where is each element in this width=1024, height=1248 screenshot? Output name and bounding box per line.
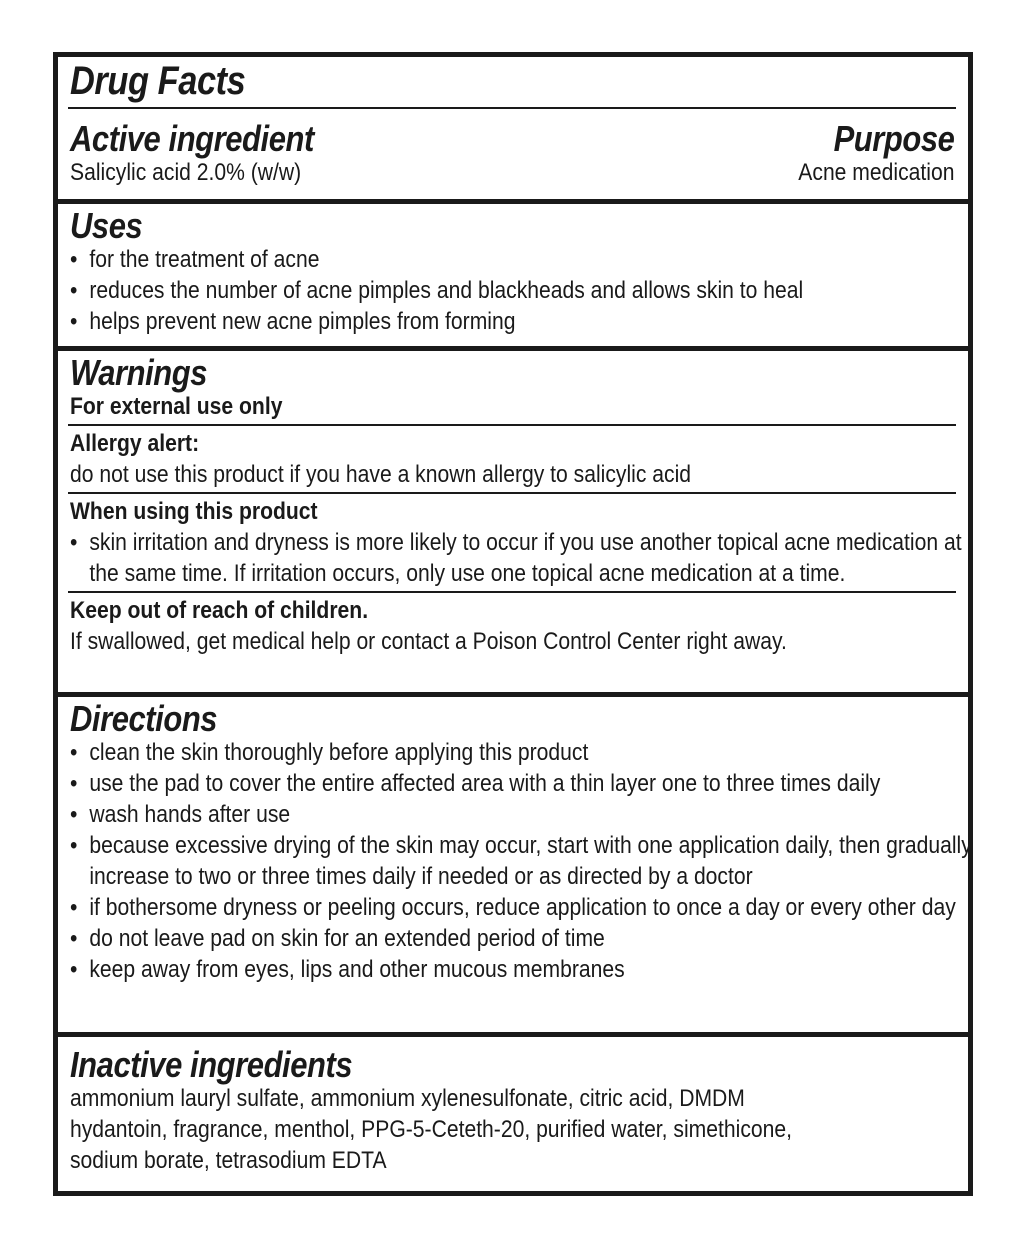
directions-list: [70, 737, 972, 985]
list-item: • for the treatment of acne: [70, 244, 848, 275]
external-use-text: For external use only: [70, 393, 283, 420]
list-item: • skin irritation and dryness is more likely to occur if you use another topical acne medication at the same time. If irritation occurs, only use one topical acne medication at a time.: [70, 527, 987, 589]
uses-heading: Uses: [70, 205, 143, 246]
active-ingredient-block: [70, 118, 354, 188]
title-section: [58, 57, 968, 119]
allergy-alert-text: do not use this product if you have a known allergy to salicylic acid: [70, 461, 692, 488]
inactive-ingredients-section: [58, 1032, 968, 1191]
list-item: • reduces the number of acne pimples and blackheads and allows skin to heal: [70, 275, 848, 306]
active-ingredient-value: Salicylic acid 2.0% (w/w): [70, 159, 302, 186]
drug-facts-panel: [53, 52, 973, 1196]
active-ingredient-heading: Active ingredient: [70, 118, 314, 159]
list-item: • keep away from eyes, lips and other mucous membranes: [70, 954, 848, 985]
purpose-value: Acne medication: [797, 159, 954, 186]
warnings-rule-1: [68, 424, 956, 426]
allergy-alert-heading: Allergy alert:: [70, 430, 200, 457]
title-rule: [68, 107, 956, 109]
uses-list: [70, 244, 954, 337]
inactive-ingredients-heading: Inactive ingredients: [70, 1044, 353, 1085]
directions-section: [58, 692, 972, 1032]
list-item: • helps prevent new acne pimples from forming: [70, 306, 848, 337]
list-item: • clean the skin thoroughly before applying this product: [70, 737, 848, 768]
drug-facts-title: Drug Facts: [70, 59, 246, 103]
inactive-ingredients-line: hydantoin, fragrance, menthol, PPG-5-Ceteth-20, purified water, simethicone,: [70, 1116, 792, 1143]
active-ingredient-section: [58, 119, 968, 199]
list-item: • because excessive drying of the skin may occur, start with one application daily, then gradually increase to two or three times daily if needed or as directed by a doctor: [70, 830, 987, 892]
list-item: • if bothersome dryness or peeling occurs, reduce application to once a day or every other day: [70, 892, 987, 923]
inactive-ingredients-line: ammonium lauryl sulfate, ammonium xylenesulfonate, citric acid, DMDM: [70, 1085, 745, 1112]
warnings-rule-3: [68, 591, 956, 593]
list-item: • wash hands after use: [70, 799, 848, 830]
purpose-heading: Purpose: [833, 118, 954, 159]
directions-heading: Directions: [70, 698, 218, 739]
inactive-ingredients-line: sodium borate, tetrasodium EDTA: [70, 1147, 387, 1174]
list-item: • do not leave pad on skin for an extended period of time: [70, 923, 848, 954]
warnings-heading: Warnings: [70, 352, 208, 393]
purpose-block: [777, 118, 954, 188]
when-using-list: [70, 527, 962, 589]
keep-out-text: If swallowed, get medical help or contact a Poison Control Center right away.: [70, 628, 787, 655]
uses-section: [58, 199, 968, 346]
list-item: • use the pad to cover the entire affected area with a thin layer one to three times daily: [70, 768, 848, 799]
keep-out-heading: Keep out of reach of children.: [70, 597, 369, 624]
warnings-rule-2: [68, 492, 956, 494]
when-using-heading: When using this product: [70, 498, 318, 525]
warnings-section: [58, 346, 968, 692]
active-ingredient-row: [70, 118, 954, 188]
